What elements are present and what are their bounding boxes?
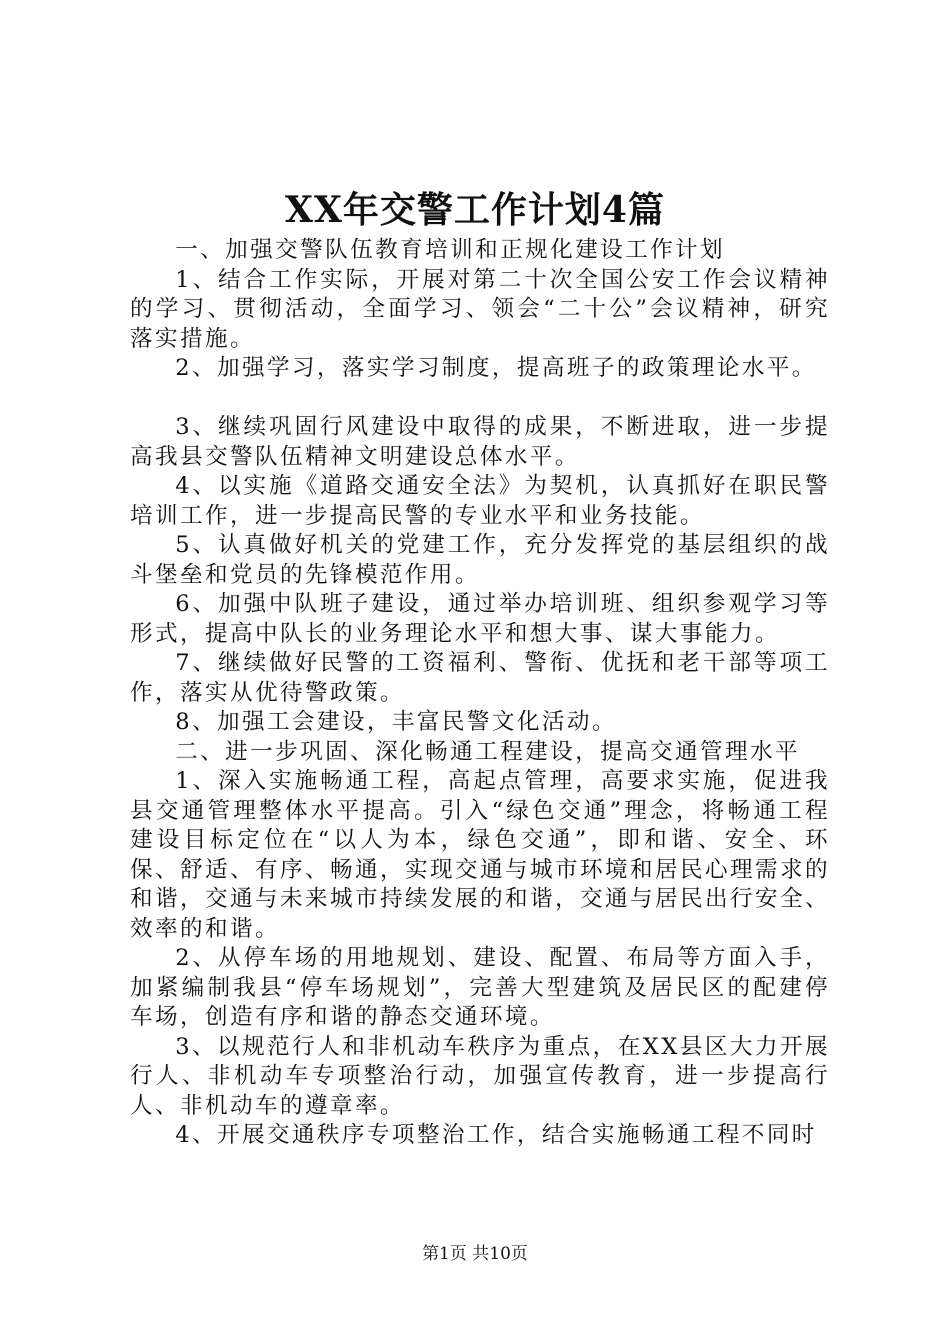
paragraph: 8、加强工会建设，丰富民警文化活动。: [175, 709, 617, 735]
document-body: [130, 236, 830, 1151]
paragraph: 2、加强学习，落实学习制度，提高班子的政策理论水平。: [175, 355, 817, 381]
paragraph: 6、加强中队班子建设，通过举办培训班、组织参观学习等形式，提高中队长的业务理论水平和想大事、谋大事能力。: [130, 591, 830, 647]
paragraph: 2、从停车场的用地规划、建设、配置、布局等方面入手，加紧编制我县“停车场规划”，完善大型建筑及居民区的配建停车场，创造有序和谐的静态交通环境。: [130, 945, 830, 1030]
paragraph: 1、深入实施畅通工程，高起点管理，高要求实施，促进我县交通管理整体水平提高。引入“绿色交通”理念，将畅通工程建设目标定位在“以人为本，绿色交通”，即和谐、安全、环保、舒适、有序、畅通，实现交通与城市环境和居民心理需求的和谐，交通与未来城市持续发展的和谐，交通与居民出行安全、效率的和谐。: [130, 768, 830, 942]
section-heading: 二、进一步巩固、深化畅通工程建设，提高交通管理水平: [175, 738, 801, 765]
page-number: 第1页 共10页: [422, 1244, 528, 1264]
section-heading: 一、加强交警队伍教育培训和正规化建设工作计划: [175, 237, 726, 263]
paragraph: 4、以实施《道路交通安全法》为契机，认真抓好在职民警培训工作，进一步提高民警的专业水平和业务技能。: [130, 473, 830, 529]
paragraph: 3、继续巩固行风建设中取得的成果，不断进取，进一步提高我县交警队伍精神文明建设总体水平。: [130, 414, 830, 470]
paragraph: 1、结合工作实际，开展对第二十次全国公安工作会议精神的学习、贯彻活动，全面学习、领会“二十公”会议精神，研究落实措施。: [130, 266, 830, 352]
document-title: XX年交警工作计划4篇: [285, 189, 665, 231]
paragraph: 4、开展交通秩序专项整治工作，结合实施畅通工程不同时: [175, 1122, 817, 1148]
paragraph: 7、继续做好民警的工资福利、警衔、优抚和老干部等项工作，落实从优待警政策。: [130, 650, 830, 706]
paragraph: 3、以规范行人和非机动车秩序为重点，在XX县区大力开展行人、非机动车专项整治行动，加强宣传教育，进一步提高行人、非机动车的遵章率。: [130, 1033, 830, 1119]
paragraph: 5、认真做好机关的党建工作，充分发挥党的基层组织的战斗堡垒和党员的先锋模范作用。: [130, 532, 830, 588]
